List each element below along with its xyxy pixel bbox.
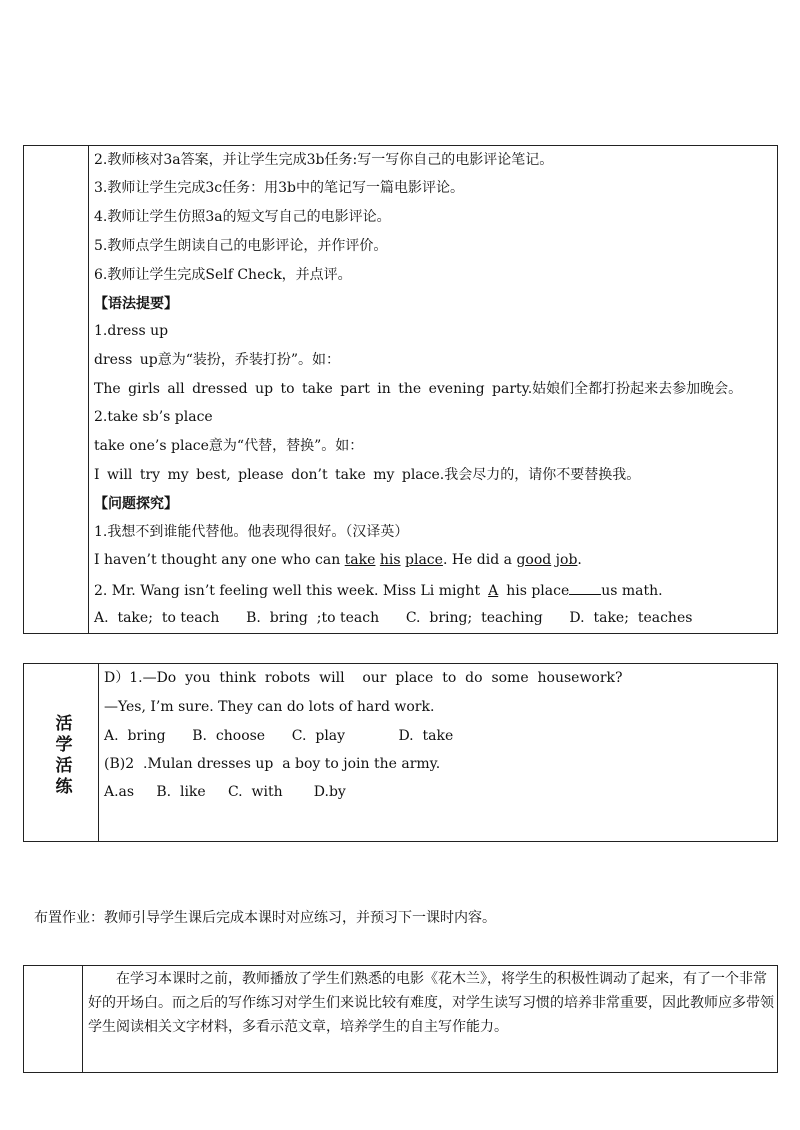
question-2-options: A. take; to teach B. bring ;to teach C. bring; teaching D. take; teaches [94,610,693,626]
step-3: 3.教师让学生完成3c任务：用3b中的笔记写一篇电影评论。 [94,180,464,196]
grammar-1-meaning: dress up意为“装扮，乔装打扮”。如： [94,352,341,368]
answer-blank [569,580,601,595]
question-1-answer [94,551,582,569]
reflection-table [23,965,778,1073]
table-divider [98,664,99,841]
table-divider [88,146,89,633]
answer-his: his [379,552,401,568]
grammar-1-example: The girls all dressed up to take part in the evening party.姑娘们全都打扮起来去参加晚会。 [94,381,743,397]
answer-place: place [405,552,443,568]
answer-take: take [344,552,376,568]
step-5: 5.教师点学生朗读自己的电影评论，并作评价。 [94,238,388,254]
exercise-2-options: A.as B. like C. with D.by [104,784,346,800]
grammar-2-title: 2.take sb’s place [94,409,213,425]
exercise-2-question: (B)2 .Mulan dresses up a boy to join the army. [104,756,441,772]
question-2 [94,580,663,600]
answer-mid: . He did a [442,552,517,568]
step-2: 2.教师核对3a答案，并让学生完成3b任务:写一写你自己的电影评论笔记。 [94,152,554,168]
exercise-1-question: D）1.—Do you think robots will our place to do some housework? [104,670,623,686]
grammar-2-example: I will try my best, please don’t take my place.我会尽力的，请你不要替换我。 [94,467,641,483]
lesson-steps-table [23,145,778,634]
exercise-1-reply: —Yes, I’m sure. They can do lots of hard work. [104,699,435,715]
answer-job: job [555,552,578,568]
inquiry-heading: 【问题探究】 [94,496,178,512]
exercise-1-options: A. bring B. choose C. play D. take [104,728,454,744]
reflection-text: 在学习本课时之前，教师播放了学生们熟悉的电影《花木兰》，将学生的积极性调动了起来，有了一个非常好的开场白。而之后的写作练习对学生们来说比较有难度，对学生读写习惯的培养非常重要，因此教师应多带领学生阅读相关文字材料，多看示范文章，培养学生的自主写作能力。 [88,971,774,1035]
answer-good: good [516,552,552,568]
grammar-heading: 【语法提要】 [94,296,178,312]
label-char: 活 [55,714,73,734]
label-char: 活 [55,756,73,776]
label-char: 练 [55,777,73,797]
grammar-2-meaning: take one’s place意为“代替，替换”。如： [94,438,364,454]
answer-text: I haven’t thought any one who can [94,552,345,568]
label-char: 学 [55,735,73,755]
answer-end: . [577,552,582,568]
question-2-mid: his place [506,583,570,599]
question-2-text: 2. Mr. Wang isn’t feeling well this week. Miss Li might [94,583,481,599]
grammar-1-title: 1.dress up [94,323,169,339]
practice-label [54,714,74,798]
question-2-end: us math. [601,583,663,599]
homework-text: 布置作业：教师引导学生课后完成本课时对应练习，并预习下一课时内容。 [34,910,496,926]
question-2-answer: A [488,583,499,599]
question-1-prompt: 1.我想不到谁能代替他。他表现得很好。（汉译英） [94,524,409,540]
practice-table [23,663,778,842]
step-6: 6.教师让学生完成Self Check，并点评。 [94,267,352,283]
step-4: 4.教师让学生仿照3a的短文写自己的电影评论。 [94,209,391,225]
table-divider [82,966,83,1072]
